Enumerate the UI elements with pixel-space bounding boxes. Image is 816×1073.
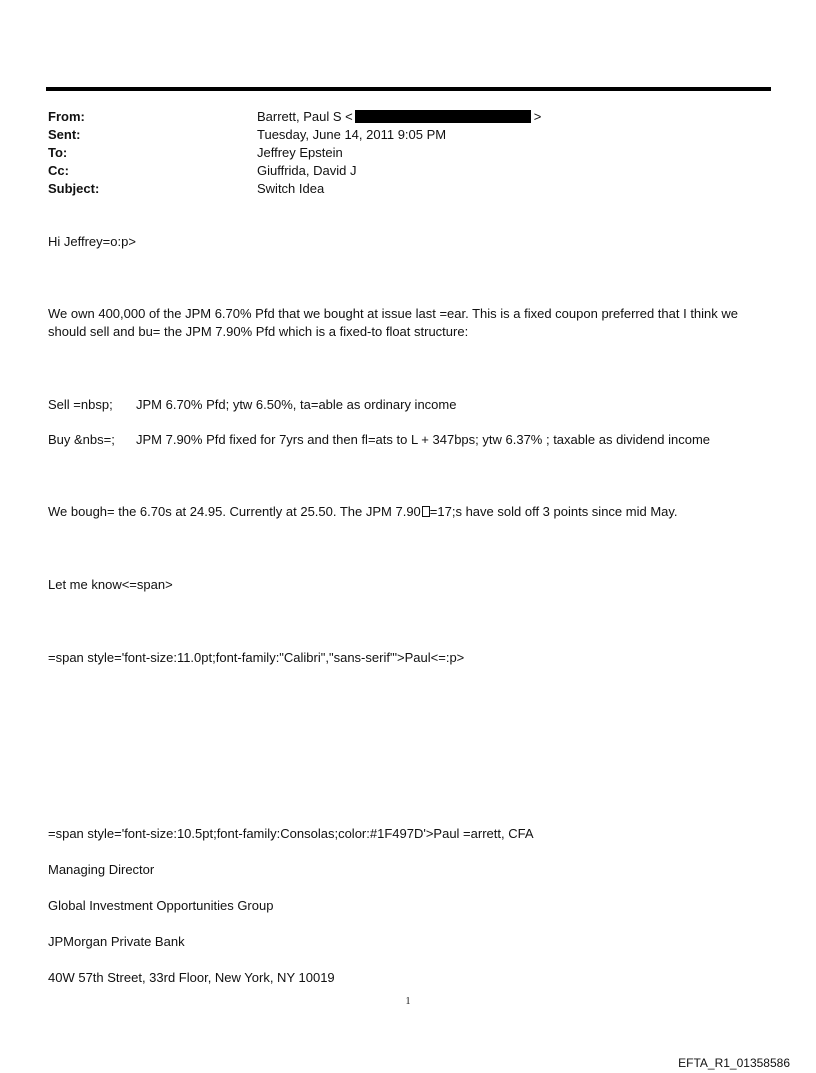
buy-label: Buy &nbs=; (48, 432, 115, 447)
buy-description: JPM 7.90% Pfd fixed for 7yrs and then fl=ats to L + 347bps; ytw 6.37% ; taxable as dividend income (136, 432, 711, 447)
sell-description: JPM 6.70% Pfd; ytw 6.50%, ta=able as ordinary income (136, 397, 457, 412)
body-paragraph-1: We own 400,000 of the JPM 6.70% Pfd that we bought at issue last =ear. This is a fixed coupon preferred that I think we should sell and bu= the JPM 7.90% Pfd which is a fixed-to float structure: (48, 306, 739, 339)
sell-label: Sell =nbsp; (48, 397, 113, 412)
unknown-glyph-icon (422, 506, 430, 517)
from-value-end: > (533, 109, 542, 124)
to-value: Jeffrey Epstein (257, 145, 343, 160)
from-name: Barrett, Paul S < (257, 109, 353, 124)
signature-company: JPMorgan Private Bank (48, 934, 185, 949)
cc-value: Giuffrida, David J (257, 163, 357, 178)
signature-title: Managing Director (48, 862, 155, 877)
cc-label: Cc: (48, 163, 69, 178)
span-markup-line: =span style='font-size:11.0pt;font-family:"Calibri","sans-serif"'>Paul<=:p> (48, 650, 465, 665)
to-label: To: (48, 145, 68, 160)
document-id: EFTA_R1_01358586 (678, 1056, 790, 1070)
from-label: From: (48, 109, 85, 124)
from-value (257, 109, 541, 125)
paragraph-2-end: =17;s have sold off 3 points since mid May. (429, 504, 678, 519)
closing-line: Let me know<=span> (48, 577, 173, 592)
subject-label: Subject: (48, 181, 100, 196)
paragraph-2-start: We bough= the 6.70s at 24.95. Currently at 25.50. The JPM 7.90 (48, 504, 421, 519)
signature-group: Global Investment Opportunities Group (48, 898, 274, 913)
signature-name-line: =span style='font-size:10.5pt;font-family:Consolas;color:#1F497D'>Paul =arrett, CFA (48, 826, 534, 841)
sent-label: Sent: (48, 127, 81, 142)
page-number: 1 (405, 996, 411, 1007)
greeting: Hi Jeffrey=o:p> (48, 234, 136, 249)
body-paragraph-2 (48, 504, 678, 520)
sent-value: Tuesday, June 14, 2011 9:05 PM (257, 127, 447, 142)
header-divider (46, 87, 771, 91)
subject-value: Switch Idea (257, 181, 325, 196)
signature-address: 40W 57th Street, 33rd Floor, New York, NY 10019 (48, 970, 335, 985)
redaction-bar (355, 110, 531, 123)
